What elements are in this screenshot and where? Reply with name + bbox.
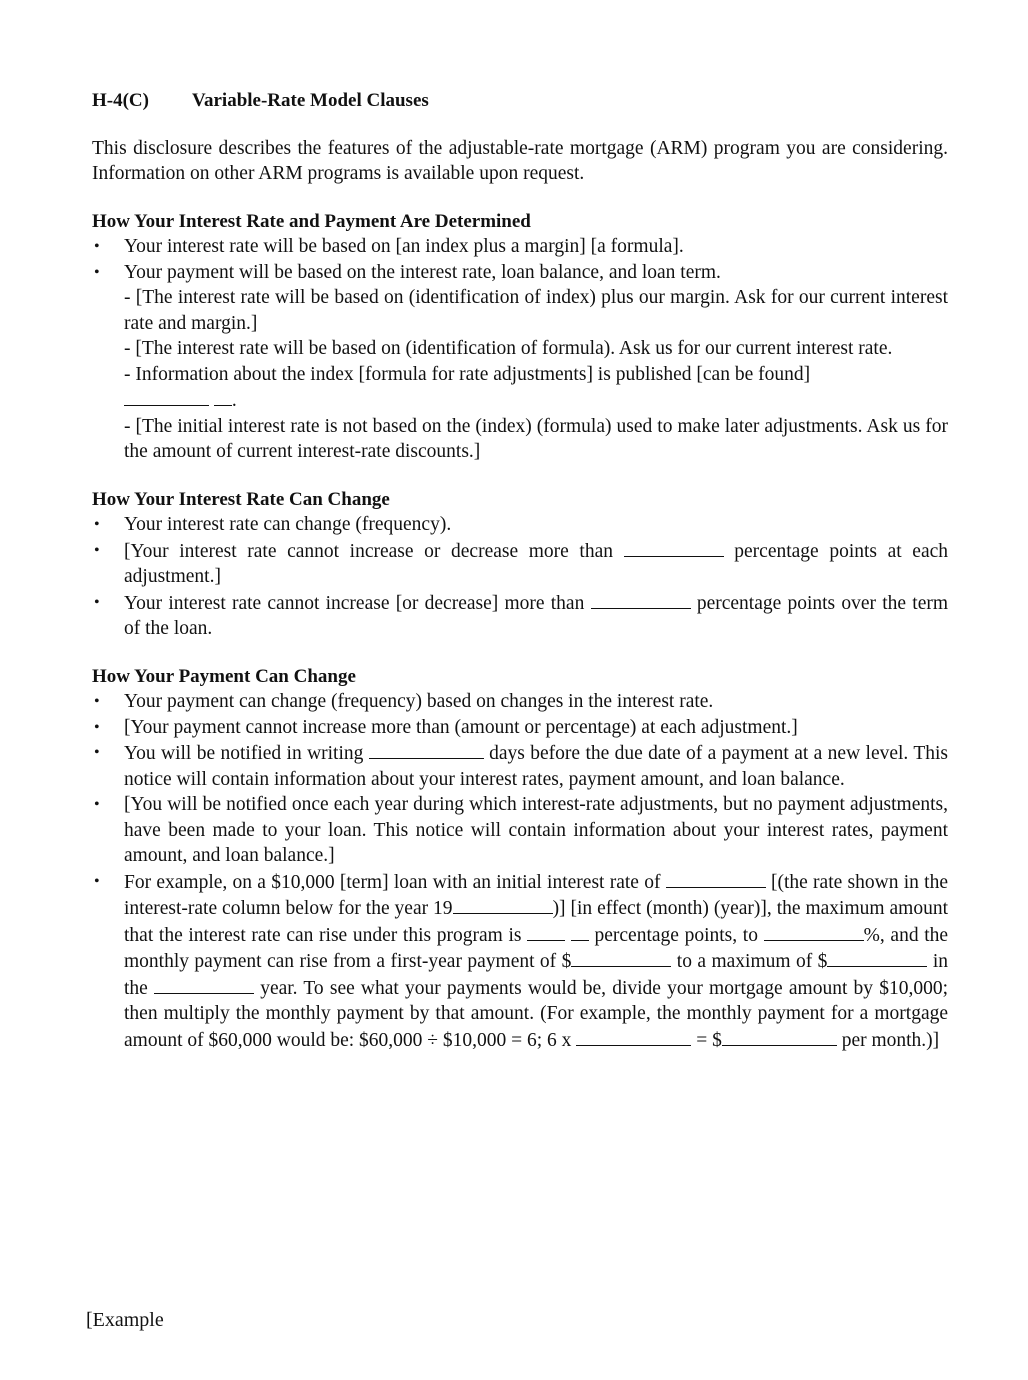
- blank-field: [124, 387, 209, 406]
- section-rate-payment-determined: [92, 209, 948, 465]
- section-heading: How Your Payment Can Change: [92, 665, 356, 687]
- blank-field: [571, 922, 589, 941]
- bullet-item: • Your interest rate will be based on [an index plus a margin] [a formula].: [92, 234, 948, 260]
- blank-total-payment: [722, 1027, 837, 1046]
- blank-first-year-payment: [571, 948, 671, 967]
- bullet-item: • Your interest rate can change (frequency).: [92, 512, 948, 538]
- bullet-item: • You will be notified in writing days before the due date of a payment at a new level. This notice will contain information about your interest rates, payment amount, and loan balance.: [92, 740, 948, 792]
- bullet-item: • Your payment will be based on the interest rate, loan balance, and loan term. - [The interest rate will be based on (identification of index) plus our margin. Ask for our current interest rate and margin.] - [The interest rate will be based on (identification of formula). Ask us for our current interest rate. - Information about the index [formula for rate adjustments] is published [can be found] . - [The initial interest rate is not based on the (index) (formula) used to make later adjustments. Ask us for the amount of current interest-rate discounts.]: [92, 260, 948, 465]
- blank-monthly-payment: [576, 1027, 691, 1046]
- document-code: H-4(C): [92, 90, 149, 111]
- intro-paragraph: This disclosure describes the features of the adjustable-rate mortgage (ARM) program you are considering. Information on other ARM programs is available upon request.: [92, 137, 948, 184]
- subclause-formula: - [The interest rate will be based on (identification of formula). Ask us for our current interest rate.: [124, 338, 893, 359]
- bullet-item: • [Your interest rate cannot increase or decrease more than percentage points at each adjustment.]: [92, 538, 948, 590]
- blank-field: [369, 740, 484, 759]
- document-page: [92, 88, 948, 1075]
- blank-max-payment: [827, 948, 927, 967]
- subclause-initial-rate: - [The initial interest rate is not based on the (index) (formula) used to make later adjustments. Ask us for the amount of current interest-rate discounts.]: [124, 415, 948, 462]
- blank-field: [214, 387, 232, 406]
- subclause-index: - [The interest rate will be based on (identification of index) plus our margin. Ask for our current interest rate and margin.]: [124, 287, 948, 334]
- section-rate-can-change: [92, 487, 948, 642]
- blank-field: [624, 538, 724, 557]
- blank-year-ordinal: [154, 975, 254, 994]
- section-payment-can-change: [92, 664, 948, 1054]
- document-title-text: Variable-Rate Model Clauses: [192, 90, 429, 111]
- blank-max-rate: [764, 922, 864, 941]
- section-heading: How Your Interest Rate and Payment Are Determined: [92, 210, 531, 232]
- blank-year: [453, 895, 553, 914]
- footer-example-note: [Example: [86, 1309, 164, 1331]
- bullet-item-example: • For example, on a $10,000 [term] loan with an initial interest rate of [(the rate shown in the interest-rate column below for the year 19 )] [in effect (month) (year)], the maximum amount that the interest rate can rise under this program is percentage points, to %, and the monthly payment can rise from a first-year payment of $ to a maximum of $ in the year. To see what your payments would be, divide your mortgage amount by $10,000; then multiply the monthly payment by that amount. (For example, the monthly payment for a mortgage amount of $60,000 would be: $60,000 ÷ $10,000 = 6; 6 x = $ per month.)]: [92, 869, 948, 1054]
- document-title: [92, 88, 948, 114]
- bullet-item: • Your payment can change (frequency) based on changes in the interest rate.: [92, 689, 948, 715]
- blank-field: [591, 590, 691, 609]
- bullet-item: • [Your payment cannot increase more than (amount or percentage) at each adjustment.]: [92, 715, 948, 741]
- blank-initial-rate: [666, 869, 766, 888]
- subclause-index-published: - Information about the index [formula for rate adjustments] is published [can be found] .: [124, 363, 811, 411]
- section-heading: How Your Interest Rate Can Change: [92, 488, 390, 510]
- blank-field: [527, 922, 565, 941]
- bullet-item: • Your interest rate cannot increase [or decrease] more than percentage points over the term of the loan.: [92, 590, 948, 642]
- bullet-item: • [You will be notified once each year during which interest-rate adjustments, but no payment adjustments, have been made to your loan. This notice will contain information about your interest rates, payment amount, and loan balance.]: [92, 792, 948, 869]
